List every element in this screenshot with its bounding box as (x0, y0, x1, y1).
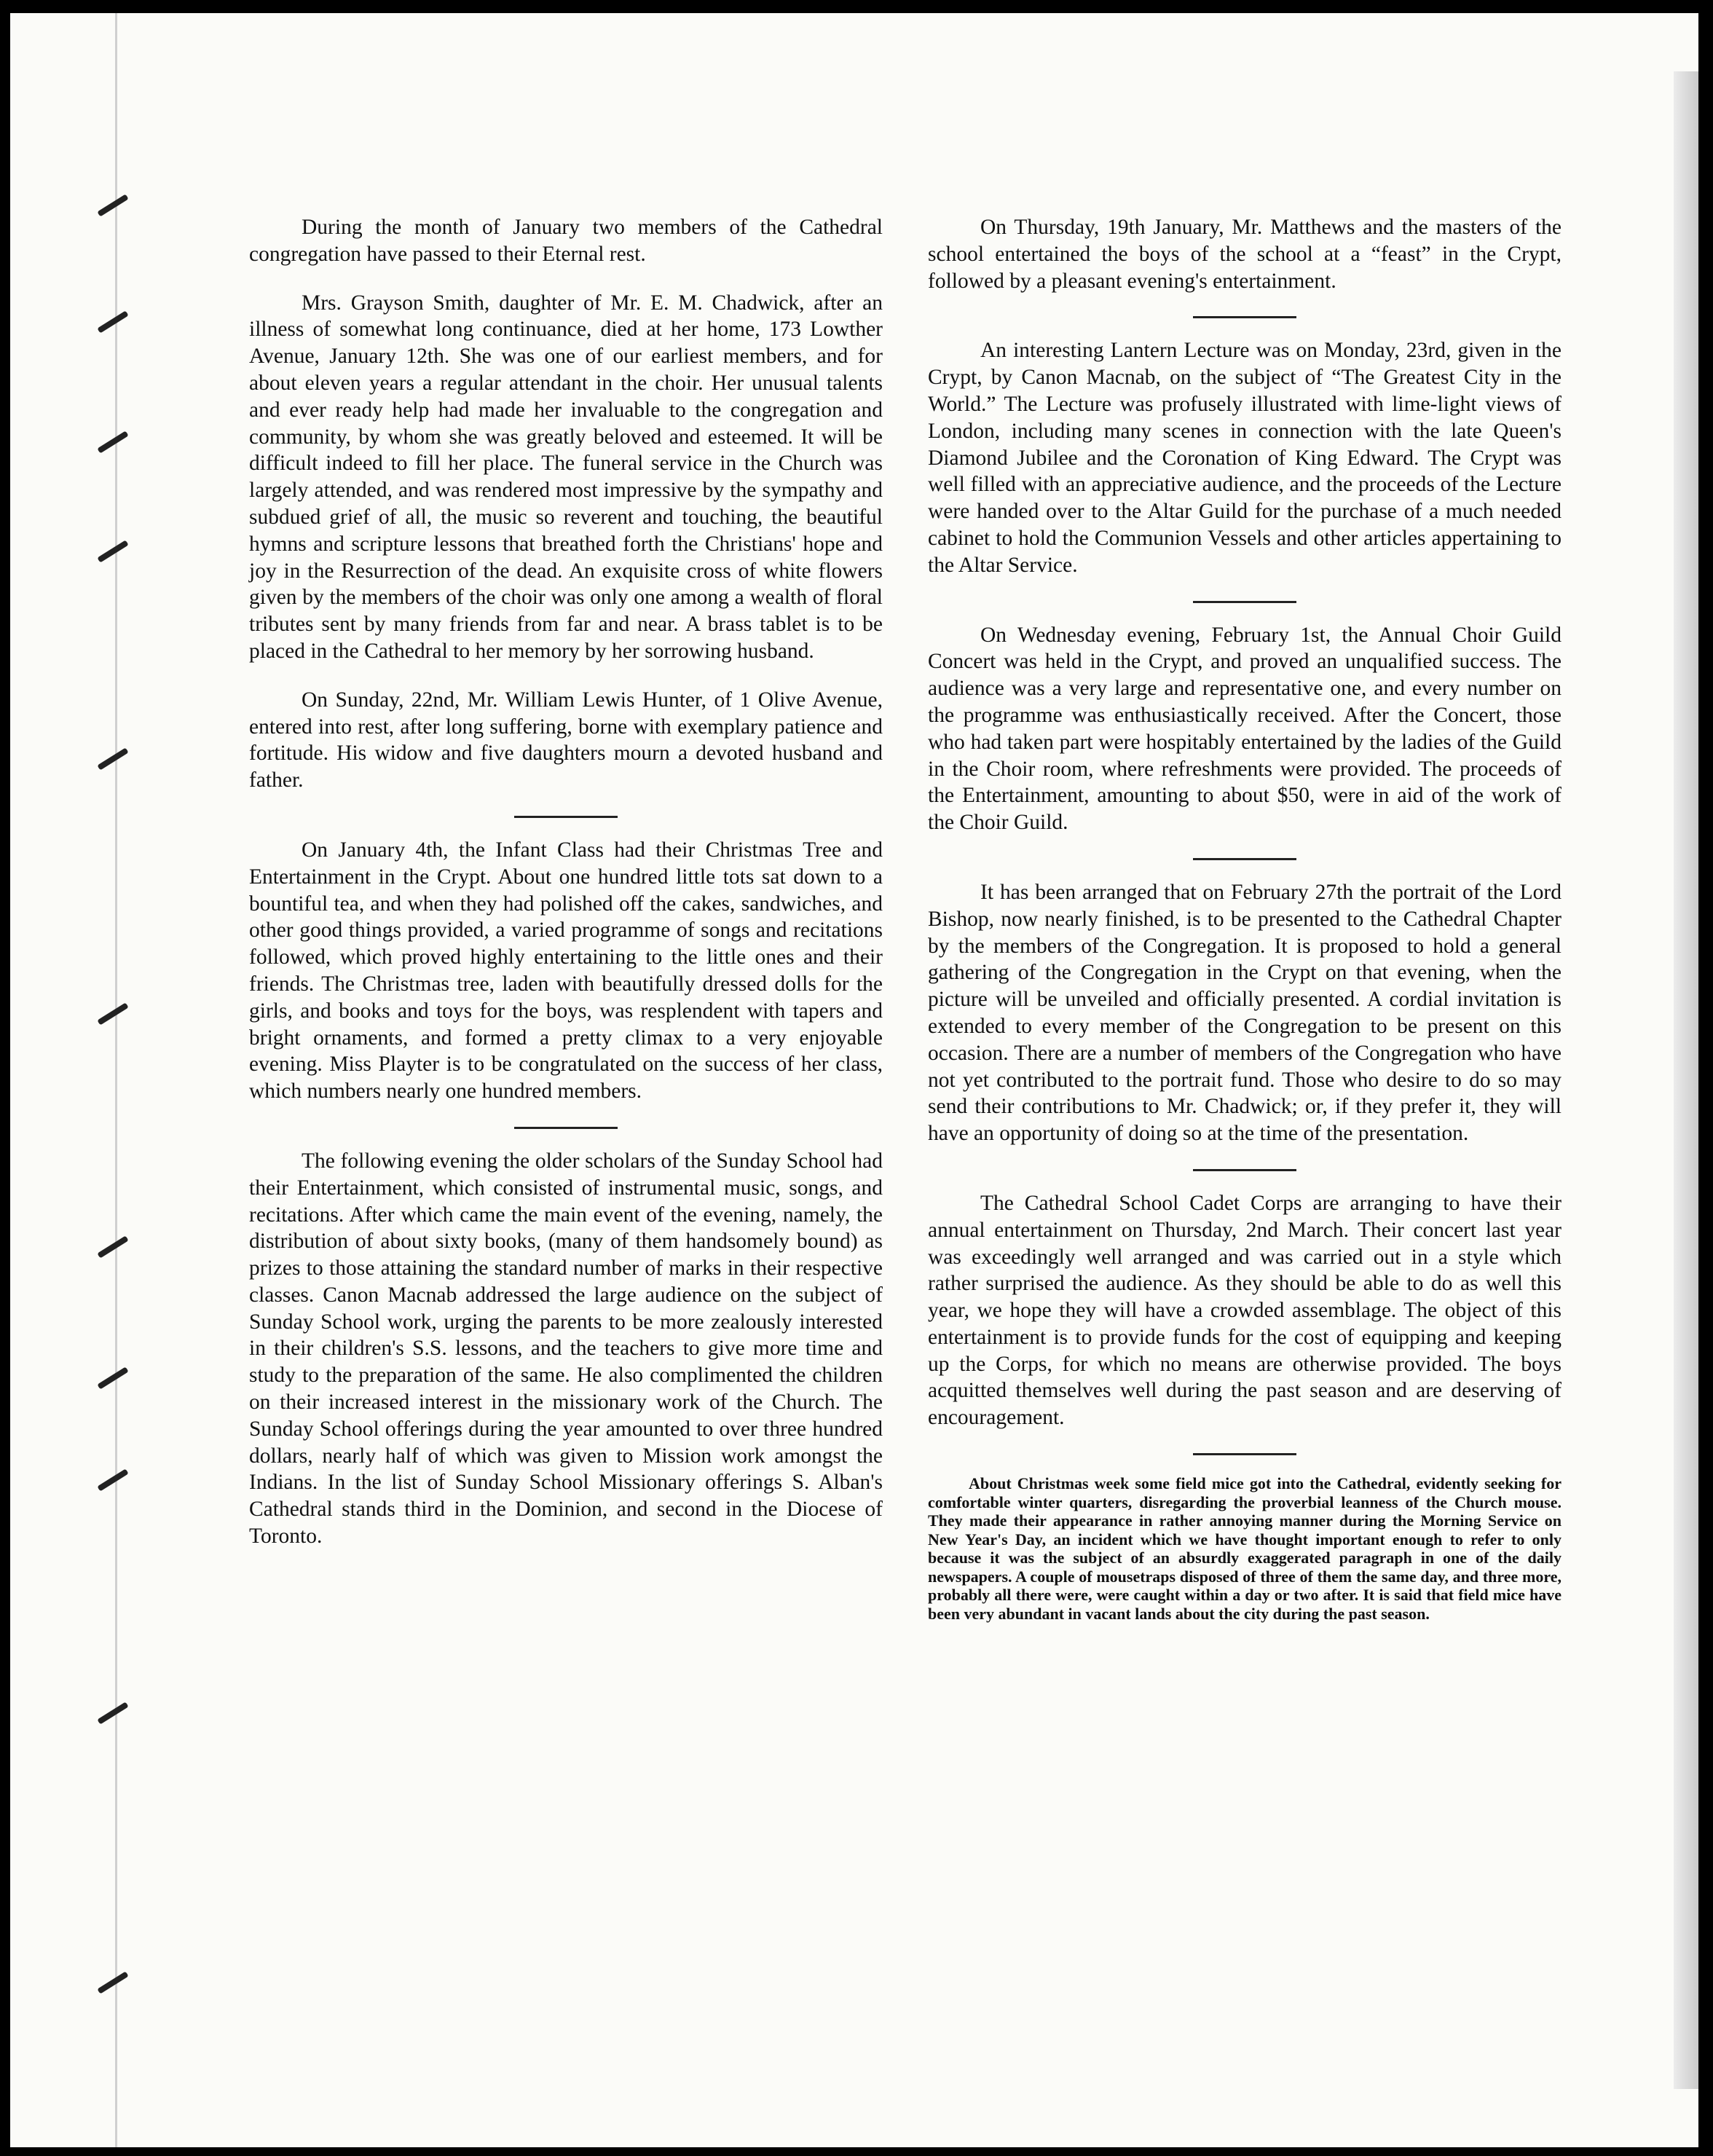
margin-mark (97, 194, 128, 216)
paragraph-school-feast: On Thursday, 19th January, Mr. Matthews and the masters of the school entertained the boys of the school at a “feast” in the Crypt, followed by a pleasant evening's entertainment. (928, 216, 1562, 293)
binding-gutter-line (115, 13, 117, 2147)
section-divider (514, 816, 618, 818)
right-column (928, 214, 1562, 1645)
paragraph-lantern-lecture: An interesting Lantern Lecture was on Monday, 23rd, given in the Crypt, by Canon Macnab, on the subject of “The Greatest City in the World.” The Lecture was profusely illustrated with lime-light views of London, including many scenes in connection with the late Queen's Diamond Jubilee and the Coronation of King Edward. The Crypt was well filled with an appreciative audience, and the proceeds of the Lecture were handed over to the Altar Guild for the purchase of a much needed cabinet to hold the Communion Vessels and other articles appertaining to the Altar Service. (928, 339, 1562, 577)
section-divider (1193, 316, 1296, 318)
margin-mark (97, 310, 128, 333)
margin-mark (97, 1002, 128, 1025)
margin-mark (97, 430, 128, 453)
margin-mark (97, 1235, 128, 1258)
margin-mark (97, 1971, 128, 1994)
paragraph-deaths-intro: During the month of January two members of the Cathedral congregation have passed to their Eternal rest. (249, 216, 883, 266)
section-divider (514, 1127, 618, 1129)
margin-mark (97, 540, 128, 562)
section-divider (1193, 601, 1296, 603)
margin-mark (97, 1468, 128, 1491)
paragraph-infant-class: On January 4th, the Infant Class had their Christmas Tree and Entertainment in the Crypt. About one hundred little tots sat down to a bountiful tea, and when they had polished off the cakes, sandwiches, and other good things provided, a varied programme of songs and recitations followed, which proved highly entertaining to the little ones and their friends. The Christmas tree, laden with beautifully dressed dolls for the girls, and books and toys for the boys, was resplendent with tapers and bright ornaments, and formed a pretty climax to a very enjoyable evening. Miss Playter is to be congratulated on the success of her class, which numbers nearly one hundred members. (249, 838, 883, 1103)
margin-mark (97, 1366, 128, 1389)
margin-mark (97, 1701, 128, 1724)
scanned-page (10, 13, 1698, 2147)
paragraph-william-hunter: On Sunday, 22nd, Mr. William Lewis Hunter, of 1 Olive Avenue, entered into rest, after long suffering, borne with exemplary patience and fortitude. His widow and five daughters mourn a devoted husband and father. (249, 688, 883, 792)
paragraph-field-mice-note: About Christmas week some field mice got into the Cathedral, evidently seeking for comfortable winter quarters, disregarding the proverbial leanness of the Church mouse. They made their appearance in rather annoying manner during the Morning Service on New Year's Day, an incident which we have thought important enough to refer to only because it was the subject of an absurdly exaggerated paragraph in one of the daily newspapers. A couple of mousetraps disposed of three of them the same day, and three more, probably all there were, were caught within a day or two after. It is said that field mice have been very abundant in vacant lands about the city during the past season. (928, 1474, 1562, 1623)
paragraph-cadet-corps: The Cathedral School Cadet Corps are arranging to have their annual entertainment on Thursday, 2nd March. Their concert last year was exceedingly well arranged and was carried out in a style which rather surprised the audience. As they should be able to do as well this year, we hope they will have a crowded assemblage. The object of this entertainment is to provide funds for the cost of equipping and keeping up the Corps, for which no means are otherwise provided. The boys acquitted themselves well during the past season and are deserving of encouragement. (928, 1191, 1562, 1430)
section-divider (1193, 1453, 1296, 1455)
paragraph-grayson-smith: Mrs. Grayson Smith, daughter of Mr. E. M. Chadwick, after an illness of somewhat long continuance, died at her home, 173 Lowther Avenue, January 12th. She was one of our earliest members, and for about eleven years a regular attendant in the choir. Her unusual talents and ever ready help had made her invaluable to the congregation and community, by whom she was greatly beloved and esteemed. It will be difficult indeed to fill her place. The funeral service in the Church was largely attended, and was rendered most impressive by the sympathy and subdued grief of all, the music so reverent and touching, the beautiful hymns and scripture lessons that breathed forth the Christians' hope and joy in the Resurrection of the dead. An exquisite cross of white flowers given by the members of the choir was only one among a wealth of floral tributes sent by many friends from far and near. A brass tablet is to be placed in the Cathedral to her memory by her sorrowing husband. (249, 291, 883, 663)
left-column (249, 214, 883, 1572)
paragraph-bishop-portrait: It has been arranged that on February 27th the portrait of the Lord Bishop, now nearly finished, is to be presented to the Cathedral Chapter by the members of the Congregation. It is proposed to hold a general gathering of the Congregation in the Crypt on that evening, when the picture will be unveiled and officially presented. A cordial invitation is extended to every member of the Congregation to be present on this occasion. There are a number of members of the Congregation who have not yet contributed to the portrait fund. Those who desire to do so may send their contributions to Mr. Chadwick; or, if they prefer it, they will have an opportunity of doing so at the time of the presentation. (928, 880, 1562, 1146)
page-edge-shadow (1674, 71, 1698, 2089)
section-divider (1193, 1169, 1296, 1171)
section-divider (1193, 858, 1296, 860)
margin-mark (97, 747, 128, 770)
paragraph-choir-guild-concert: On Wednesday evening, February 1st, the Annual Choir Guild Concert was held in the Crypt, and proved an unqualified success. The audience was a very large and representative one, and every number on the programme was enthusiastically received. After the Concert, those who had taken part were hospitably entertained by the ladies of the Guild in the Choir room, where refreshments were provided. The proceeds of the Entertainment, amounting to about $50, were in aid of the work of the Choir Guild. (928, 623, 1562, 835)
paragraph-sunday-school: The following evening the older scholars of the Sunday School had their Entertainment, which consisted of instrumental music, songs, and recitations. After which came the main event of the evening, namely, the distribution of about sixty books, (many of them handsomely bound) as prizes to those attaining the standard number of marks in their respective classes. Canon Macnab addressed the large audience on the subject of Sunday School work, urging the parents to be more zealously interested in their children's S.S. lessons, and the teachers to give more time and study to the preparation of the same. He also complimented the children on their increased interest in the missionary work of the Church. The Sunday School offerings during the year amounted to over three hundred dollars, nearly half of which was given to Mission work amongst the Indians. In the list of Sunday School Missionary offerings S. Alban's Cathedral stands third in the Dominion, and second in the Diocese of Toronto. (249, 1149, 883, 1549)
